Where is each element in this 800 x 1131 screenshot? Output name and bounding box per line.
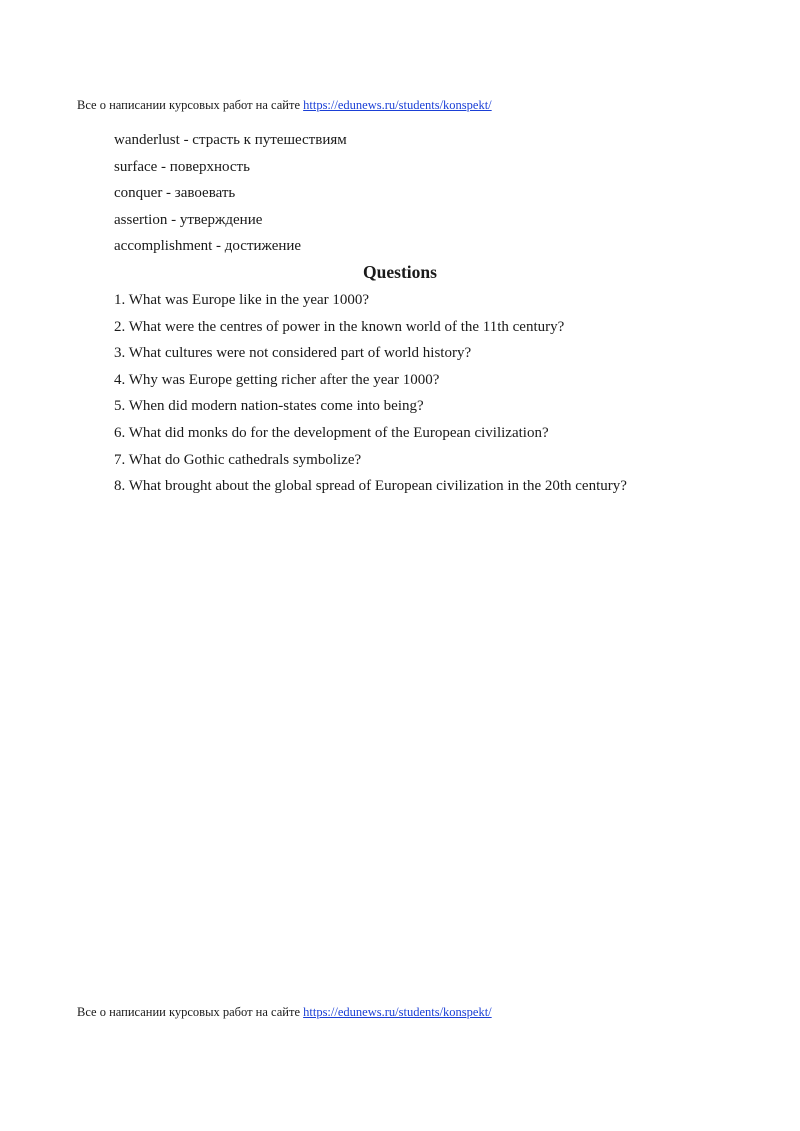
page-header	[77, 97, 492, 113]
header-text: Все о написании курсовых работ на сайте	[77, 98, 300, 112]
questions-list	[114, 287, 627, 500]
vocabulary-list	[114, 127, 347, 260]
question-item: 4. Why was Europe getting richer after the year 1000?	[114, 371, 440, 388]
header-link[interactable]: https://edunews.ru/students/konspekt/	[303, 98, 492, 112]
question-item: 5. When did modern nation-states come into being?	[114, 398, 424, 415]
vocabulary-item: accomplishment - достижение	[114, 238, 302, 255]
vocabulary-item: conquer - завоевать	[114, 185, 236, 202]
page-footer	[77, 1004, 492, 1020]
questions-heading: Questions	[363, 262, 437, 282]
question-item: 8. What brought about the global spread of European civilization in the 20th century?	[114, 478, 627, 495]
footer-link[interactable]: https://edunews.ru/students/konspekt/	[303, 1005, 492, 1019]
question-item: 6. What did monks do for the development of the European civilization?	[114, 424, 549, 441]
vocabulary-item: wanderlust - страсть к путешествиям	[114, 132, 347, 148]
question-item: 7. What do Gothic cathedrals symbolize?	[114, 451, 362, 468]
footer-text: Все о написании курсовых работ на сайте	[77, 1005, 300, 1019]
question-item: 2. What were the centres of power in the known world of the 11th century?	[114, 318, 565, 335]
vocabulary-item: surface - поверхность	[114, 158, 250, 175]
question-item: 3. What cultures were not considered part of world history?	[114, 345, 472, 362]
vocabulary-item: assertion - утверждение	[114, 211, 263, 228]
question-item: 1. What was Europe like in the year 1000?	[114, 292, 370, 308]
